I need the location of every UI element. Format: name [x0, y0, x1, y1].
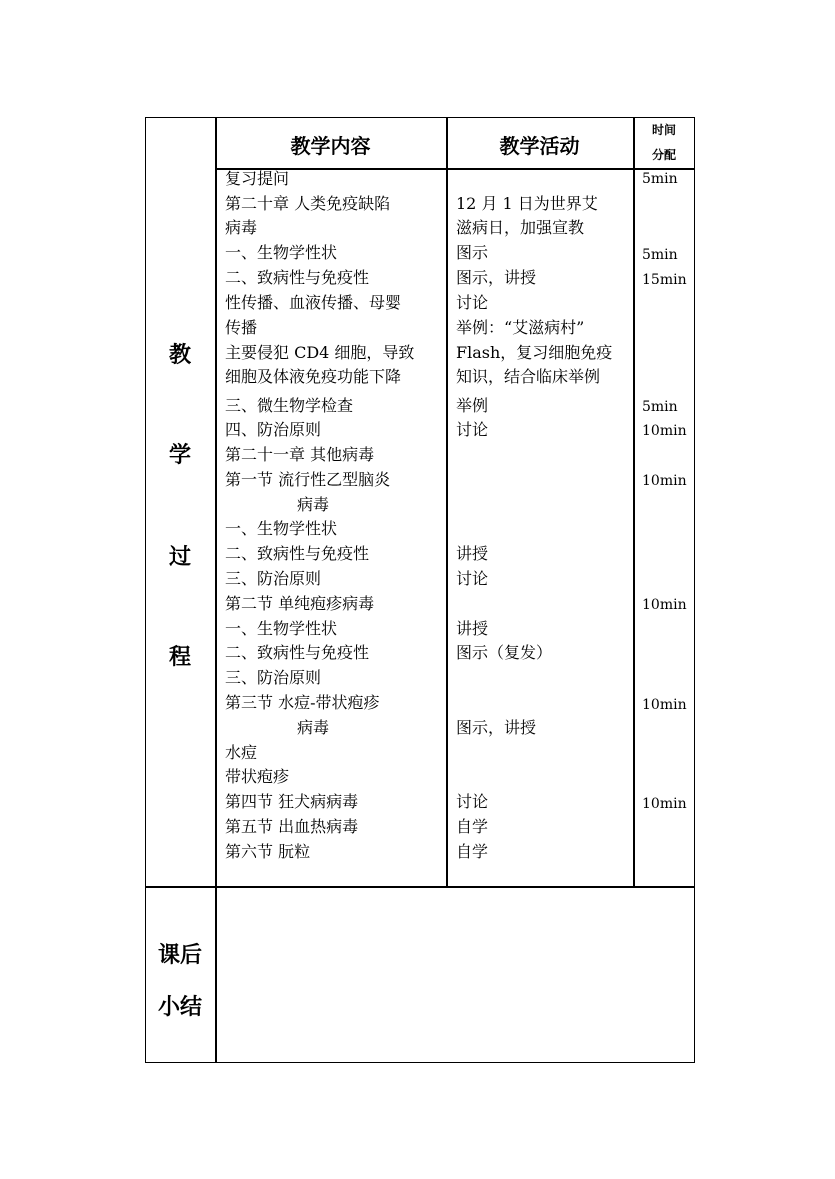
activity-line: 图示，讲授: [456, 268, 537, 287]
activity-line: 讨论: [456, 792, 489, 811]
activity-line: 知识，结合临床举例: [456, 367, 601, 386]
divider-content: [446, 117, 448, 887]
activity-line: 讲授: [456, 544, 489, 563]
time-value: 5min: [642, 399, 678, 415]
activity-line: 讨论: [456, 293, 489, 312]
time-value: 5min: [642, 247, 678, 263]
side-label-process-4: 程: [168, 645, 191, 670]
content-line: 细胞及体液免疫功能下降: [225, 367, 402, 386]
content-line: 三、微生物学检查: [225, 396, 354, 415]
time-value: 10min: [642, 796, 687, 812]
content-line: 二、致病性与免疫性: [225, 643, 370, 662]
time-value: 5min: [642, 171, 678, 187]
activity-line: 图示（复发）: [456, 643, 553, 662]
time-value: 10min: [642, 597, 687, 613]
header-time-line1: 时间: [651, 123, 676, 137]
activity-line: Flash，复习细胞免疫: [456, 343, 613, 362]
header-time-line2: 分配: [651, 148, 676, 162]
side-label-process-1: 教: [168, 343, 191, 368]
content-line: 传播: [225, 318, 258, 337]
content-line: 病毒: [225, 218, 258, 237]
content-line: 一、生物学性状: [225, 243, 338, 262]
time-value: 10min: [642, 697, 687, 713]
time-value: 10min: [642, 423, 687, 439]
content-line: 第二十一章 其他病毒: [225, 445, 375, 464]
time-value: 15min: [642, 272, 687, 288]
header-content: 教学内容: [290, 134, 371, 158]
content-line: 一、生物学性状: [225, 619, 338, 638]
content-line: 三、防治原则: [225, 569, 322, 588]
content-line: 复习提问: [225, 169, 290, 188]
content-line: 病毒: [297, 718, 330, 737]
divider-side: [215, 117, 217, 1063]
activity-line: 讲授: [456, 619, 489, 638]
content-line: 三、防治原则: [225, 668, 322, 687]
activity-line: 讨论: [456, 569, 489, 588]
activity-line: 自学: [456, 842, 489, 861]
content-line: 带状疱疹: [225, 767, 290, 786]
header-activity: 教学活动: [499, 134, 580, 158]
content-line: 第一节 流行性乙型脑炎: [225, 470, 391, 489]
content-line: 二、致病性与免疫性: [225, 544, 370, 563]
side-label-summary-2: 小结: [157, 995, 202, 1020]
activity-line: 12 月 1 日为世界艾: [456, 194, 598, 213]
content-line: 主要侵犯 CD4 细胞，导致: [225, 343, 415, 362]
activity-line: 自学: [456, 817, 489, 836]
section-divider: [145, 886, 695, 888]
side-label-process-2: 学: [168, 443, 191, 468]
time-value: 10min: [642, 473, 687, 489]
content-line: 第二节 单纯疱疹病毒: [225, 594, 375, 613]
content-line: 第二十章 人类免疫缺陷: [225, 194, 391, 213]
content-line: 第六节 朊粒: [225, 842, 311, 861]
content-line: 水痘: [225, 743, 258, 762]
activity-line: 讨论: [456, 420, 489, 439]
content-line: 第五节 出血热病毒: [225, 817, 359, 836]
activity-line: 举例: [456, 396, 489, 415]
content-line: 第四节 狂犬病病毒: [225, 792, 359, 811]
divider-activity: [633, 117, 635, 887]
side-label-summary-1: 课后: [157, 943, 202, 968]
activity-line: 举例：“艾滋病村”: [456, 318, 585, 337]
activity-line: 滋病日，加强宣教: [456, 218, 585, 237]
side-label-process-3: 过: [168, 545, 191, 570]
content-line: 二、致病性与免疫性: [225, 268, 370, 287]
content-line: 一、生物学性状: [225, 519, 338, 538]
activity-line: 图示: [456, 243, 489, 262]
content-line: 病毒: [297, 495, 330, 514]
activity-line: 图示，讲授: [456, 718, 537, 737]
content-line: 性传播、血液传播、母婴: [225, 293, 402, 312]
content-line: 第三节 水痘-带状疱疹: [225, 693, 380, 712]
content-line: 四、防治原则: [225, 420, 322, 439]
